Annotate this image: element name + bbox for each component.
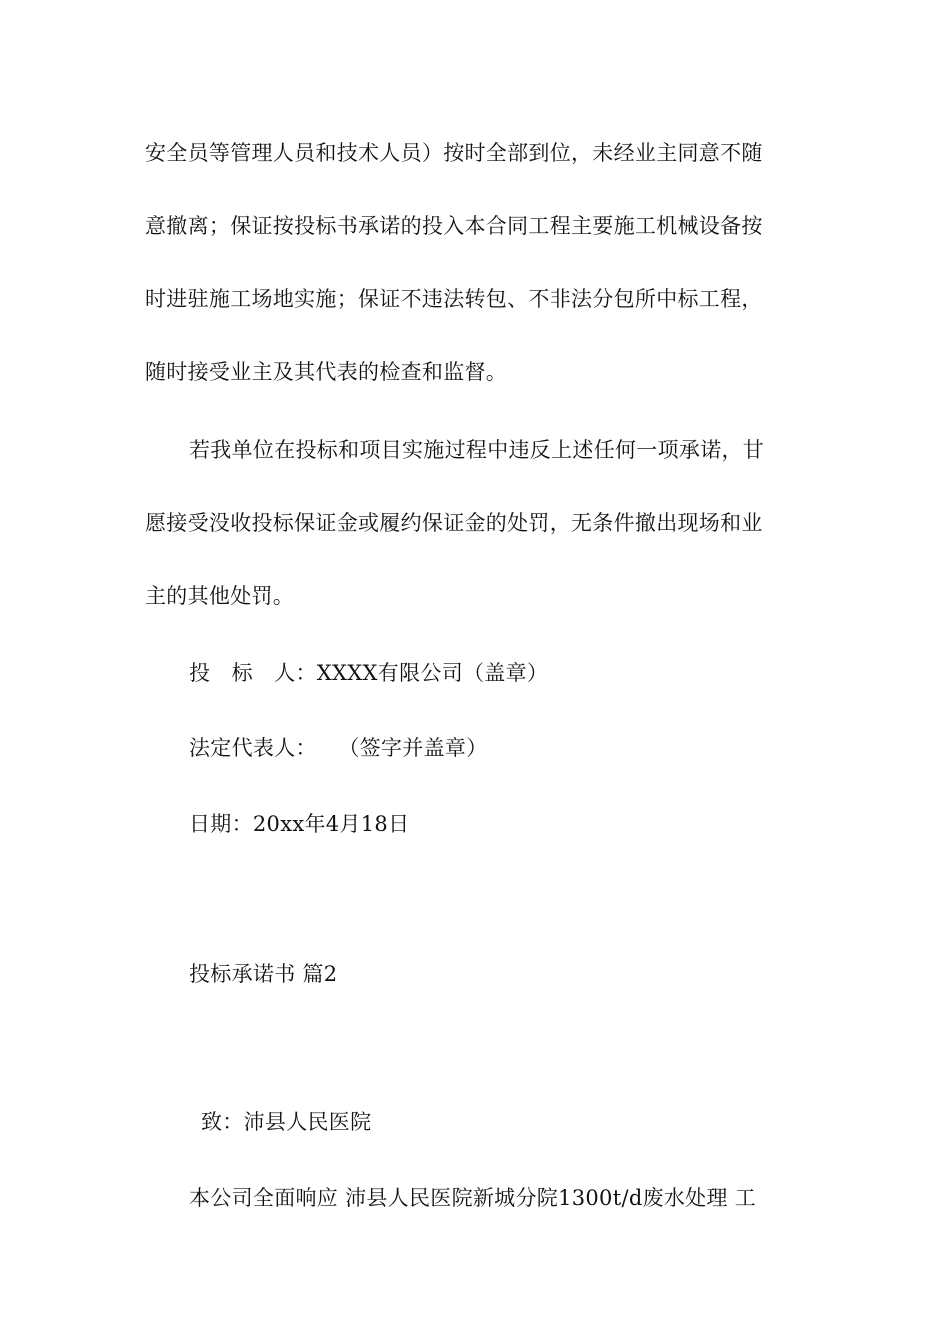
section-heading: 投标承诺书 篇2 <box>189 962 338 986</box>
legal-representative-line: 法定代表人： （签字并盖章） <box>189 736 488 760</box>
paragraph-2-line-3: 主的其他处罚。 <box>145 584 295 608</box>
bidder-line: 投 标 人：XXXX有限公司（盖章） <box>189 661 549 685</box>
paragraph-2-line-1: 若我单位在投标和项目实施过程中违反上述任何一项承诺，甘 <box>189 438 765 462</box>
paragraph-1-line-1: 安全员等管理人员和技术人员）按时全部到位，未经业主同意不随 <box>145 141 763 165</box>
paragraph-1-line-2: 意撤离；保证按投标书承诺的投入本合同工程主要施工机械设备按 <box>145 214 763 238</box>
body-start-line: 本公司全面响应 沛县人民医院新城分院1300t/d废水处理 工 <box>189 1186 757 1210</box>
paragraph-1-line-3: 时进驻施工场地实施；保证不违法转包、不非法分包所中标工程， <box>145 287 763 311</box>
paragraph-1-line-4: 随时接受业主及其代表的检查和监督。 <box>145 360 508 384</box>
recipient-line: 致：沛县人民医院 <box>201 1110 372 1134</box>
date-line: 日期：20xx年4月18日 <box>189 812 410 836</box>
paragraph-2-line-2: 愿接受没收投标保证金或履约保证金的处罚，无条件撤出现场和业 <box>145 511 763 535</box>
